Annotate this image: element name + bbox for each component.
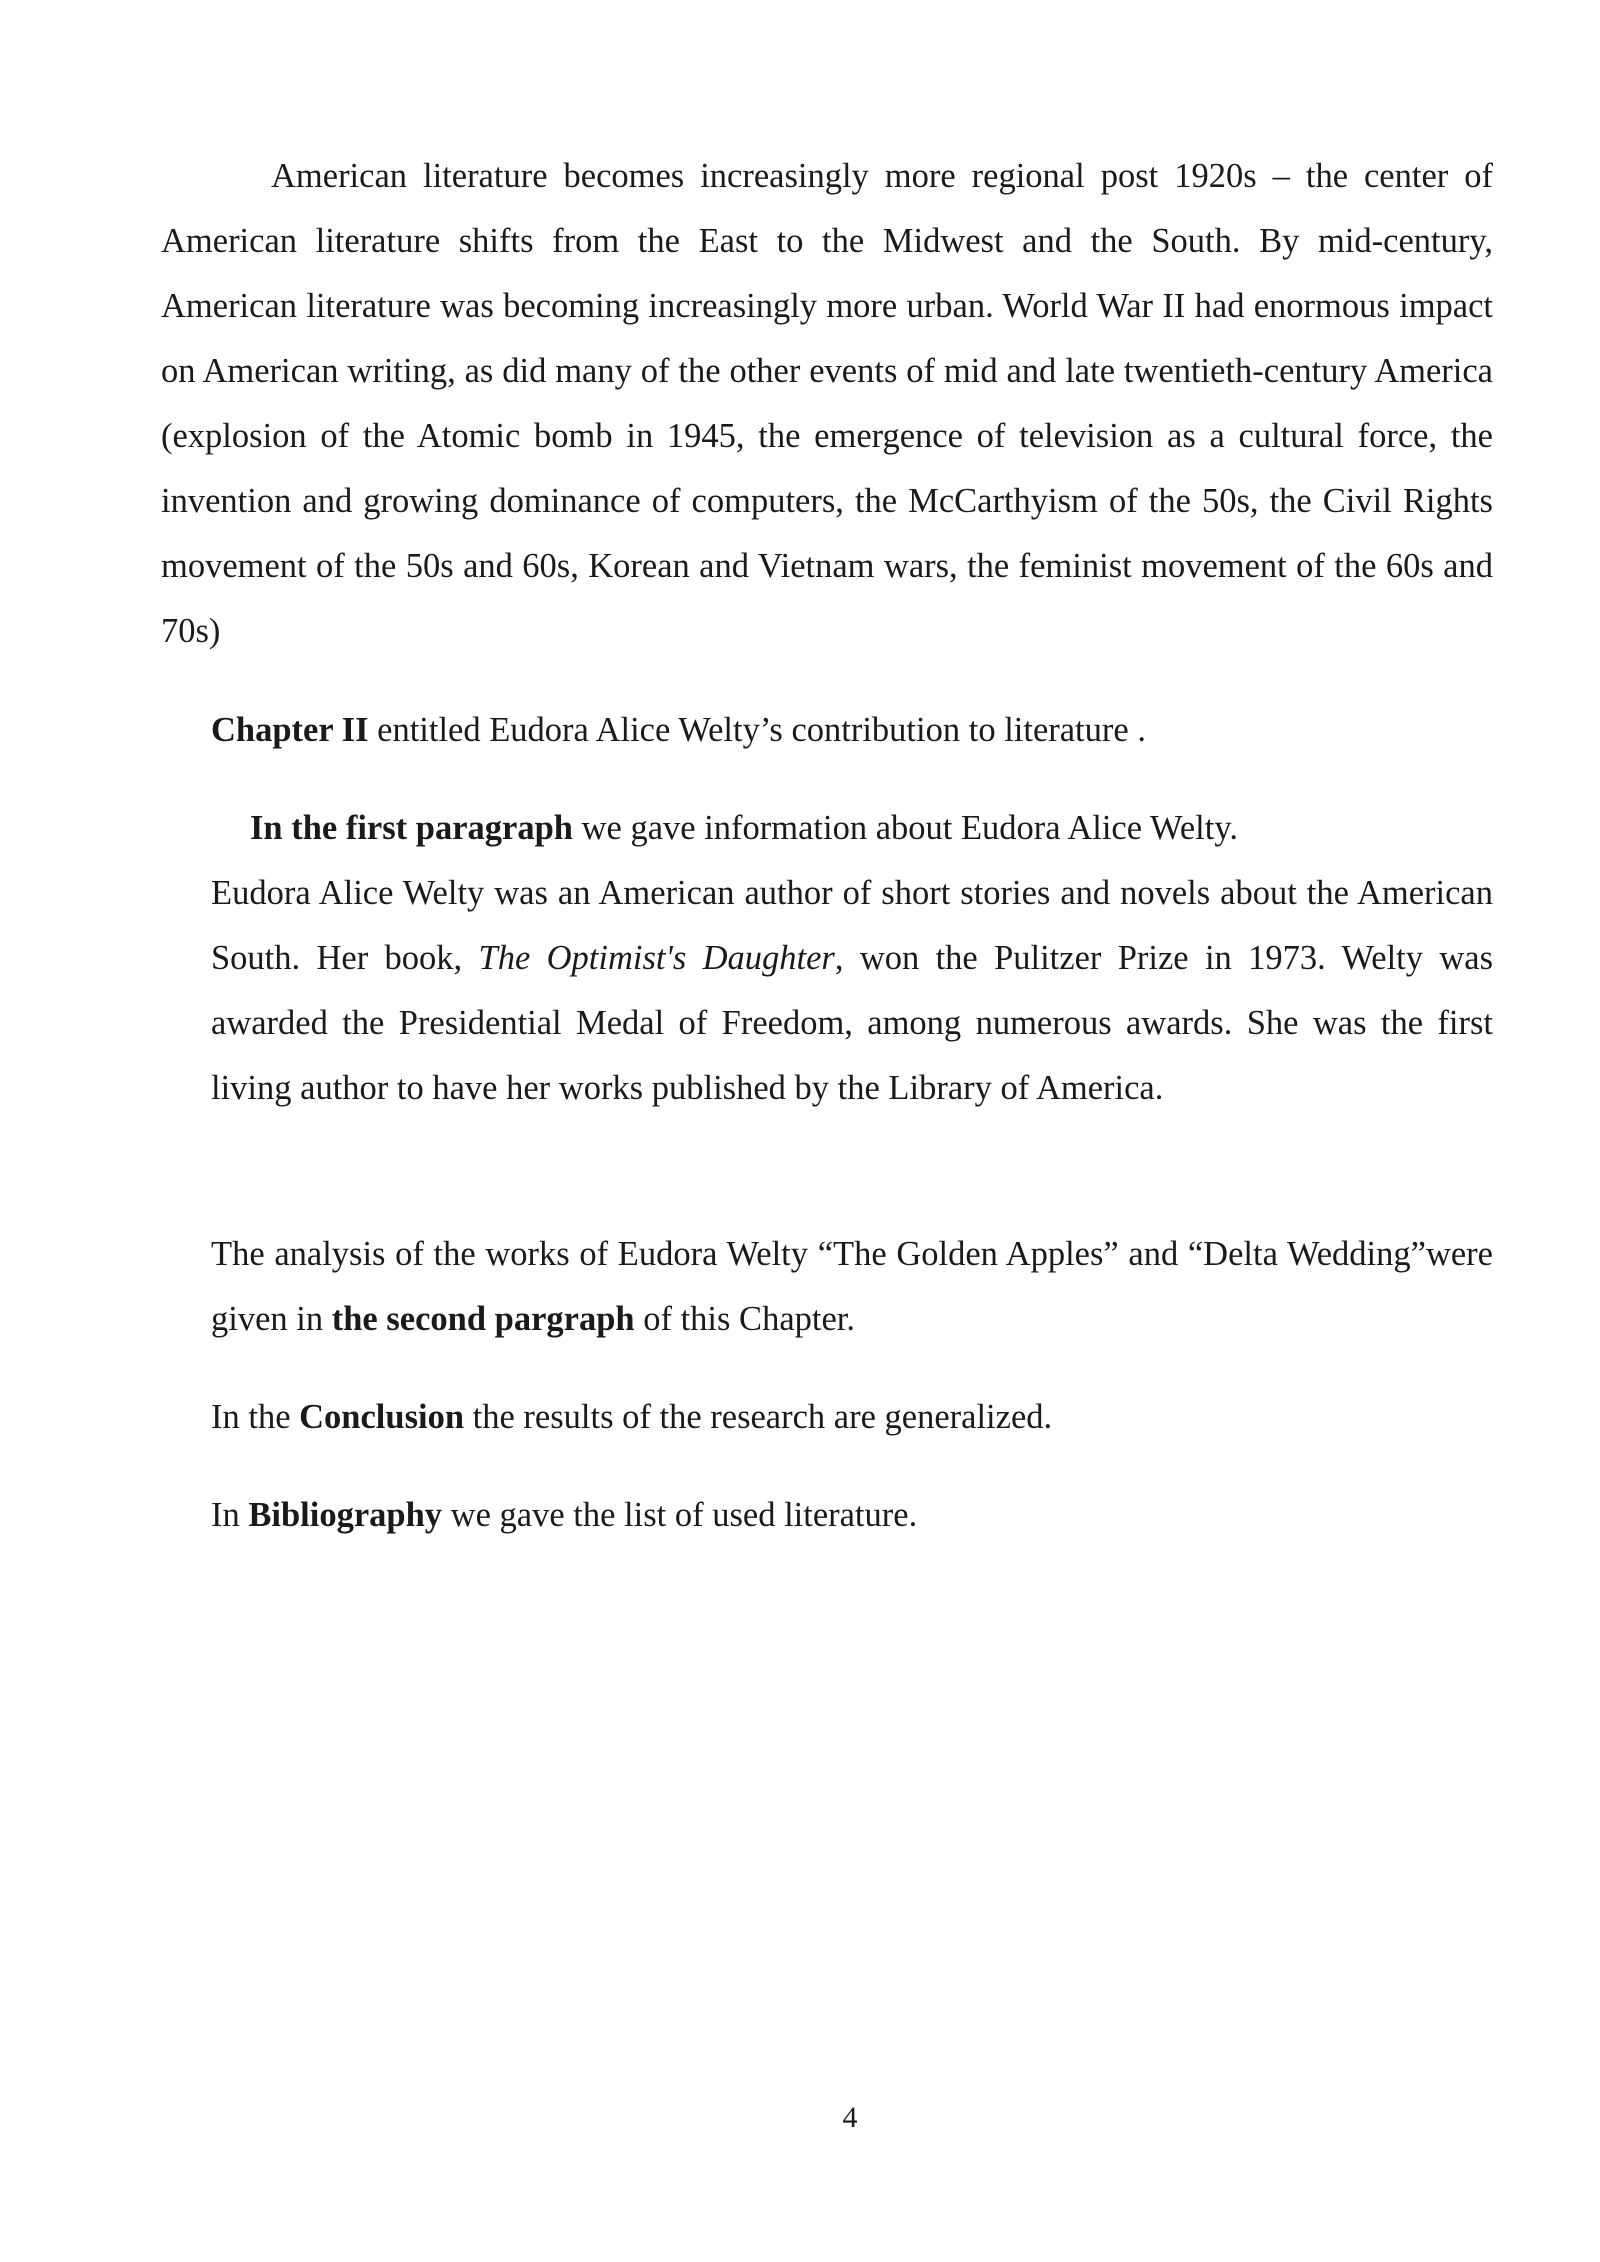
intro-paragraph: American literature becomes increasingly more regional post 1920s – the center of American literature shifts from the East to the Midwest and the South. By mid-century, American literature was becoming increasingly more urban. World War II had enormous impact on American writing, as did many of the other events of mid and late twentieth-century America (explosion of the Atomic bomb in 1945, the emergence of television as a cultural force, the invention and growing dominance of computers, the McCarthyism of the 50s, the Civil Rights movement of the 50s and 60s, Korean and Vietnam wars, the feminist movement of the 60s and 70s) — [161, 157, 1493, 650]
second-paragraph-label: the second pargraph — [331, 1300, 635, 1338]
analysis-text-start: The analysis of the works of Eudora Welty “The Golden Apples” and “Delta Wedding”were given in — [211, 1235, 1493, 1338]
welty-bio-text-start: Eudora Alice Welty was an American author of short stories and novels about the American South. Her book, — [211, 874, 1493, 977]
bibliography-paragraph — [211, 1483, 1493, 1548]
conclusion-paragraph — [211, 1385, 1493, 1450]
welty-bio-text-end: , won the Pulitzer Prize in 1973. Welty was awarded the Presidential Medal of Freedom, among numerous awards. She was the first living author to have her works published by the Library of America. — [211, 939, 1494, 1107]
bibliography-text-end: we gave the list of used literature. — [442, 1496, 918, 1534]
bibliography-label: Bibliography — [248, 1496, 443, 1534]
welty-bio-paragraph — [211, 861, 1493, 1121]
conclusion-text-end: the results of the research are generalized. — [464, 1398, 1053, 1436]
book-title: The Optimist's Daughter — [478, 939, 835, 977]
bibliography-text-start: In — [211, 1496, 249, 1534]
first-paragraph-label: In the first paragraph — [250, 809, 573, 847]
first-paragraph-text: we gave information about Eudora Alice Welty. — [572, 809, 1238, 847]
page-number: 4 — [842, 2101, 858, 2134]
first-paragraph-summary — [250, 796, 1493, 861]
conclusion-label: Conclusion — [299, 1398, 465, 1436]
chapter-two-text: entitled Eudora Alice Welty’s contribution to literature . — [368, 711, 1146, 749]
chapter-two-paragraph — [211, 698, 1493, 763]
chapter-two-label: Chapter II — [211, 711, 369, 749]
analysis-text-end: of this Chapter. — [634, 1300, 855, 1338]
analysis-paragraph — [211, 1222, 1493, 1352]
conclusion-text-start: In the — [211, 1398, 300, 1436]
